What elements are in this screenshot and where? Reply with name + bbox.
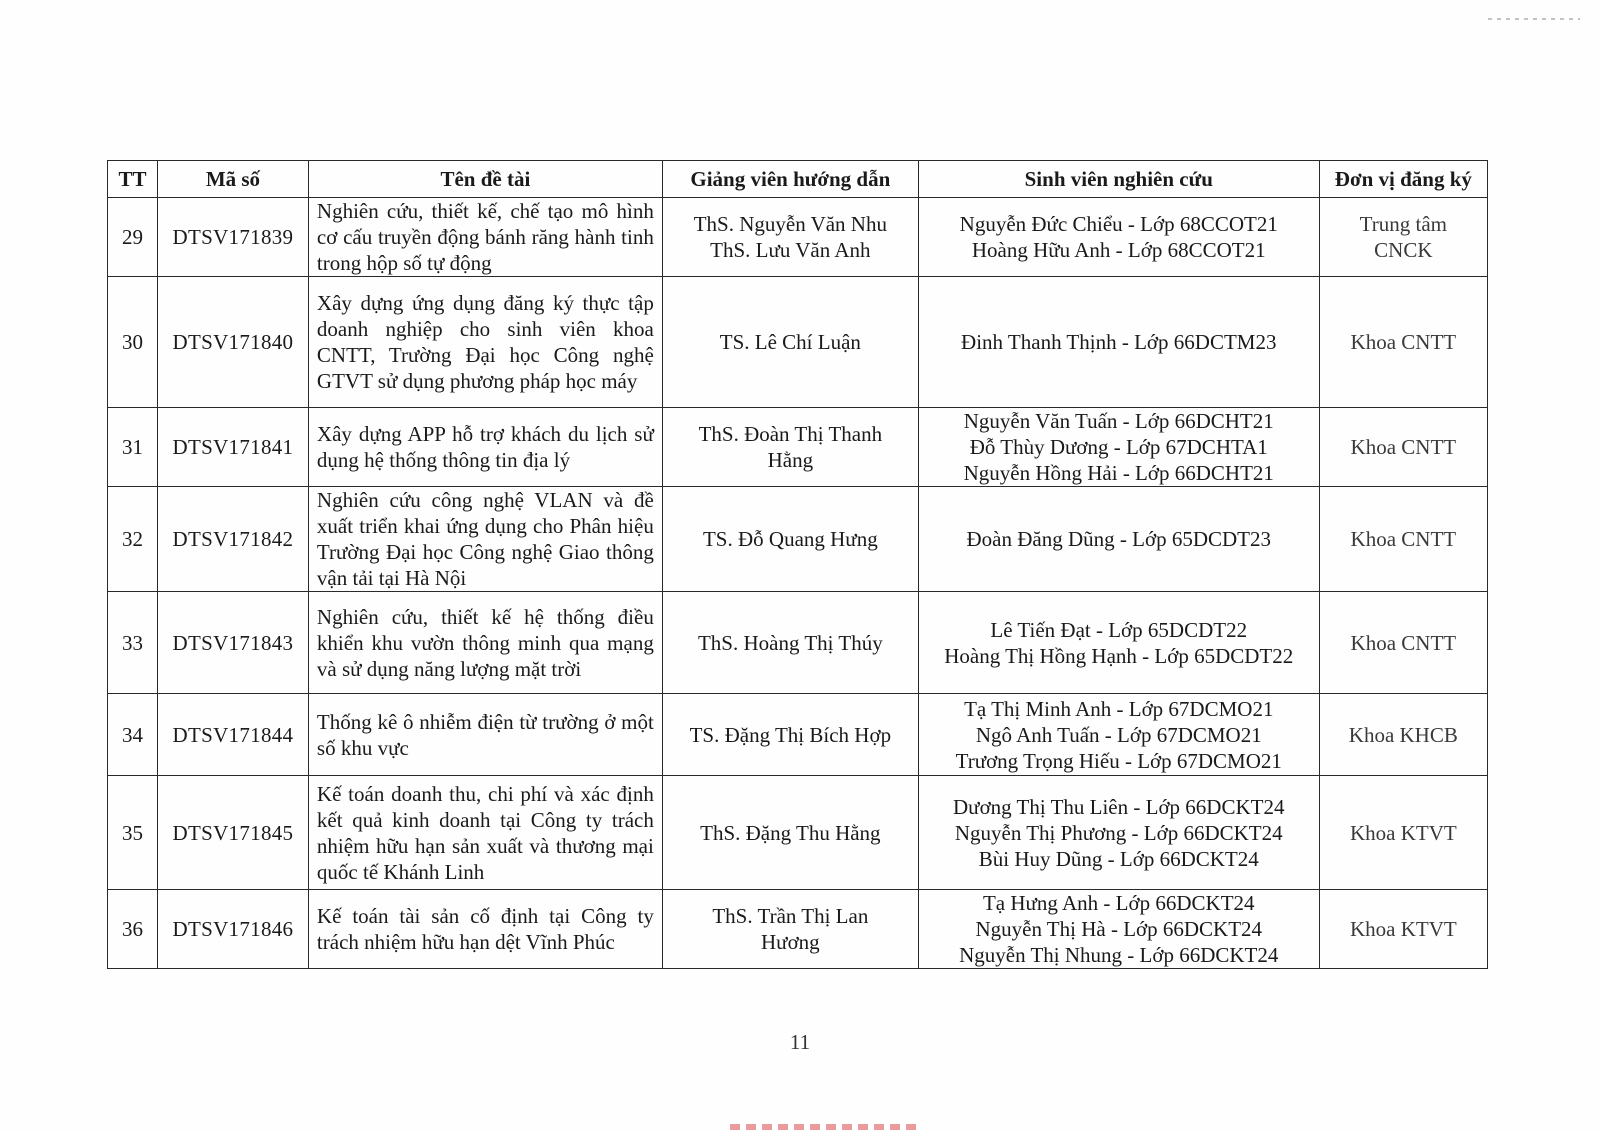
cell-unit <box>1319 592 1487 694</box>
supervisor-line: TS. Đỗ Quang Hưng <box>702 527 878 551</box>
cell-tt: 36 <box>108 890 158 969</box>
cell-code: DTSV171846 <box>157 890 308 969</box>
cell-students <box>918 277 1319 408</box>
student-line: Dương Thị Thu Liên - Lớp 66DCKT24 <box>953 794 1285 819</box>
cell-code: DTSV171840 <box>157 277 308 408</box>
supervisor-line: ThS. Trần Thị Lan <box>712 904 869 928</box>
student-line: Nguyễn Văn Tuấn - Lớp 66DCHT21 <box>963 409 1274 433</box>
supervisor-line: TS. Đặng Thị Bích Hợp <box>689 722 892 747</box>
cell-supervisor <box>662 776 918 890</box>
cell-title: Xây dựng ứng dụng đăng ký thực tập doanh nghiệp cho sinh viên khoa CNTT, Trường Đại học Công nghệ GTVT sử dụng phương pháp học máy <box>308 277 662 408</box>
student-line: Đoàn Đăng Dũng - Lớp 65DCDT23 <box>966 527 1271 551</box>
cell-unit <box>1319 890 1487 969</box>
student-line: Nguyễn Thị Nhung - Lớp 66DCKT24 <box>959 943 1279 967</box>
cell-title: Thống kê ô nhiễm điện từ trường ở một số khu vực <box>308 694 662 776</box>
cell-tt: 29 <box>108 198 158 277</box>
cell-title: Xây dựng APP hỗ trợ khách du lịch sử dụng hệ thống thông tin địa lý <box>308 408 662 487</box>
unit-line: Khoa CNTT <box>1350 435 1457 459</box>
table-header <box>108 161 1488 198</box>
cell-unit <box>1319 487 1487 592</box>
unit-line: Khoa KHCB <box>1348 722 1458 747</box>
cell-code: DTSV171841 <box>157 408 308 487</box>
student-line: Ngô Anh Tuấn - Lớp 67DCMO21 <box>975 722 1262 747</box>
cell-title: Kế toán doanh thu, chi phí và xác định kết quả kinh doanh tại Công ty trách nhiệm hữu hạn sản xuất và thương mại quốc tế Khánh Linh <box>308 776 662 890</box>
student-line: Đinh Thanh Thịnh - Lớp 66DCTM23 <box>961 330 1277 354</box>
table-row <box>108 776 1488 890</box>
student-line: Hoàng Thị Hồng Hạnh - Lớp 65DCDT22 <box>944 643 1294 668</box>
page-number: 11 <box>789 1030 811 1054</box>
supervisor-line: Hằng <box>767 448 814 472</box>
cell-tt: 34 <box>108 694 158 776</box>
cell-supervisor <box>662 890 918 969</box>
cell-code: DTSV171842 <box>157 487 308 592</box>
unit-line: CNCK <box>1374 238 1433 262</box>
unit-line: Khoa KTVT <box>1349 917 1457 941</box>
cell-tt: 30 <box>108 277 158 408</box>
cell-tt: 35 <box>108 776 158 890</box>
unit-line: Khoa CNTT <box>1350 630 1457 655</box>
stamp-fragment <box>730 1124 920 1130</box>
cell-unit <box>1319 408 1487 487</box>
header-unit: Đơn vị đăng ký <box>1319 161 1487 198</box>
cell-unit <box>1319 694 1487 776</box>
header-title: Tên đề tài <box>308 161 662 198</box>
unit-line: Khoa CNTT <box>1350 330 1457 354</box>
student-line: Tạ Hưng Anh - Lớp 66DCKT24 <box>982 891 1255 915</box>
header-row <box>108 161 1488 198</box>
table-row <box>108 890 1488 969</box>
table-row <box>108 277 1488 408</box>
supervisor-line: ThS. Đặng Thu Hằng <box>700 820 881 845</box>
cell-unit <box>1319 776 1487 890</box>
cell-code: DTSV171839 <box>157 198 308 277</box>
cell-supervisor <box>662 694 918 776</box>
table-row <box>108 408 1488 487</box>
table-row <box>108 487 1488 592</box>
unit-line: Khoa CNTT <box>1350 527 1457 551</box>
cell-tt: 32 <box>108 487 158 592</box>
supervisor-line: ThS. Lưu Văn Anh <box>710 238 871 262</box>
student-line: Hoàng Hữu Anh - Lớp 68CCOT21 <box>971 238 1266 262</box>
cell-code: DTSV171845 <box>157 776 308 890</box>
header-students: Sinh viên nghiên cứu <box>918 161 1319 198</box>
student-line: Nguyễn Hồng Hải - Lớp 66DCHT21 <box>963 461 1274 485</box>
header-supervisor: Giảng viên hướng dẫn <box>662 161 918 198</box>
cell-students <box>918 592 1319 694</box>
table-row <box>108 198 1488 277</box>
cell-title: Nghiên cứu, thiết kế, chế tạo mô hình cơ cấu truyền động bánh răng hành tinh trong hộp số tự động <box>308 198 662 277</box>
unit-line: Trung tâm <box>1359 212 1447 236</box>
table-row <box>108 592 1488 694</box>
cell-title: Kế toán tài sản cố định tại Công ty trách nhiệm hữu hạn dệt Vĩnh Phúc <box>308 890 662 969</box>
header-tt: TT <box>108 161 158 198</box>
cell-students <box>918 408 1319 487</box>
supervisor-line: ThS. Hoàng Thị Thúy <box>697 630 883 655</box>
student-line: Trương Trọng Hiếu - Lớp 67DCMO21 <box>955 748 1282 773</box>
cell-students <box>918 890 1319 969</box>
supervisor-line: TS. Lê Chí Luận <box>719 330 861 354</box>
cell-unit <box>1319 198 1487 277</box>
cell-title: Nghiên cứu công nghệ VLAN và đề xuất triển khai ứng dụng cho Phân hiệu Trường Đại học Công nghệ Giao thông vận tải tại Hà Nội <box>308 487 662 592</box>
cell-supervisor <box>662 487 918 592</box>
cell-tt: 33 <box>108 592 158 694</box>
cell-code: DTSV171844 <box>157 694 308 776</box>
cell-students <box>918 487 1319 592</box>
supervisor-line: ThS. Đoàn Thị Thanh <box>698 422 883 446</box>
student-line: Nguyễn Đức Chiểu - Lớp 68CCOT21 <box>959 212 1278 236</box>
scan-artifact <box>1488 18 1580 20</box>
cell-title: Nghiên cứu, thiết kế hệ thống điều khiển khu vườn thông minh qua mạng và sử dụng năng lượng mặt trời <box>308 592 662 694</box>
cell-supervisor <box>662 592 918 694</box>
student-line: Tạ Thị Minh Anh - Lớp 67DCMO21 <box>964 696 1274 721</box>
supervisor-line: ThS. Nguyễn Văn Nhu <box>693 212 887 236</box>
unit-line: Khoa KTVT <box>1349 820 1457 845</box>
cell-code: DTSV171843 <box>157 592 308 694</box>
cell-supervisor <box>662 408 918 487</box>
cell-students <box>918 694 1319 776</box>
cell-supervisor <box>662 198 918 277</box>
cell-unit <box>1319 277 1487 408</box>
student-line: Bùi Huy Dũng - Lớp 66DCKT24 <box>978 846 1259 871</box>
research-topics-table <box>107 160 1488 969</box>
student-line: Đỗ Thùy Dương - Lớp 67DCHTA1 <box>969 435 1268 459</box>
cell-supervisor <box>662 277 918 408</box>
table-body <box>108 198 1488 969</box>
cell-students <box>918 776 1319 890</box>
table-row <box>108 694 1488 776</box>
student-line: Lê Tiến Đạt - Lớp 65DCDT22 <box>990 617 1248 642</box>
cell-students <box>918 198 1319 277</box>
student-line: Nguyễn Thị Hà - Lớp 66DCKT24 <box>975 917 1263 941</box>
supervisor-line: Hương <box>761 930 820 954</box>
student-line: Nguyễn Thị Phương - Lớp 66DCKT24 <box>954 820 1283 845</box>
cell-tt: 31 <box>108 408 158 487</box>
header-code: Mã số <box>157 161 308 198</box>
